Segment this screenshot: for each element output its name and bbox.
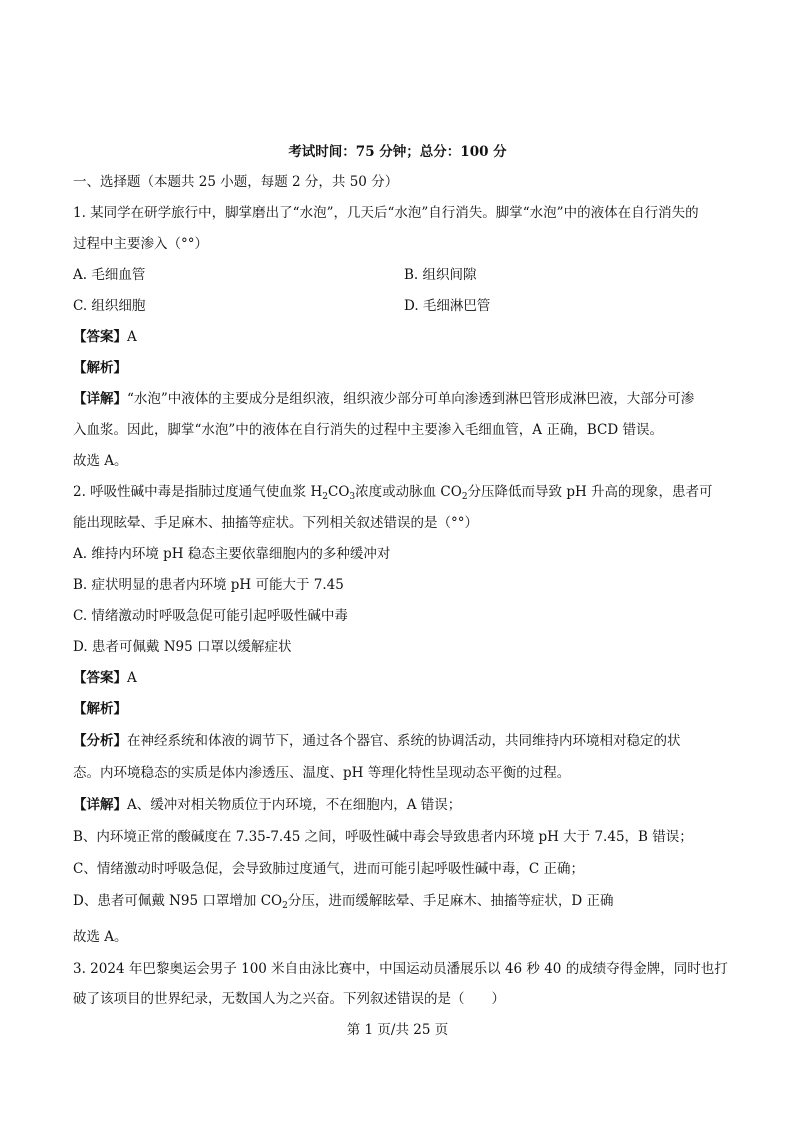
q2-option-b: B. 症状明显的患者内环境 pH 可能大于 7.45	[73, 577, 344, 593]
detail-part: D、患者可佩戴 N95 口罩增加 CO	[73, 893, 283, 909]
subscript: 3	[349, 492, 356, 502]
q2-detail-c: C、情绪激动时呼吸急促，会导致肺过度通气，进而可能引起呼吸性碱中毒，C 正确；	[73, 861, 584, 877]
q1-stem-line1: 1. 某同学在研学旅行中，脚掌磨出了“水泡”，几天后“水泡”自行消失。脚掌“水泡”中的液体在自行消失的	[73, 205, 699, 221]
q1-detail-line2: 入血浆。因此，脚掌“水泡”中的液体在自行消失的过程中主要渗入毛细血管，A 正确，BCD 错误。	[73, 422, 663, 438]
q2-stem-part: 2. 呼吸性碱中毒是指肺过度通气使血浆 H	[73, 484, 323, 500]
q2-fenxi-line2: 态。内环境稳态的实质是体内渗透压、温度、pH 等理化特性呈现动态平衡的过程。	[73, 765, 571, 781]
section-title: 一、选择题（本题共 25 小题，每题 2 分，共 50 分）	[73, 174, 399, 190]
detail-text: A、缓冲对相关物质位于内环境，不在细胞内，A 错误；	[127, 797, 462, 813]
answer-value: A	[127, 329, 137, 345]
subscript: 2	[282, 901, 288, 911]
q1-option-d: D. 毛细淋巴管	[404, 298, 491, 314]
q2-stem-part: 分压降低而导致 pH 升高的现象，患者可	[467, 484, 713, 500]
q2-fenxi-line1	[73, 732, 681, 750]
q2-detail-b: B、内环境正常的酸碱度在 7.35-7.45 之间，呼吸性碱中毒会导致患者内环境 pH 大于 7.45，B 错误；	[73, 829, 693, 845]
q2-stem-part: CO	[327, 484, 350, 500]
q1-option-b: B. 组织间隙	[404, 267, 477, 283]
q1-analysis-tag: 【解析】	[73, 360, 127, 376]
q3-stem-line1: 3. 2024 年巴黎奥运会男子 100 米自由泳比赛中，中国运动员潘展乐以 46 秒 40 的成绩夺得金牌，同时也打	[73, 961, 728, 977]
answer-tag: 【答案】	[73, 670, 127, 686]
subscript: 2	[461, 492, 468, 502]
detail-tag: 【详解】	[73, 391, 127, 407]
q2-option-d: D. 患者可佩戴 N95 口罩以缓解症状	[73, 639, 292, 655]
q2-stem-line1	[73, 483, 713, 506]
q2-detail-d	[73, 892, 613, 915]
q2-conclusion: 故选 A。	[73, 929, 128, 945]
q1-option-c: C. 组织细胞	[73, 298, 146, 314]
fenxi-tag: 【分析】	[73, 733, 127, 749]
q2-option-c: C. 情绪激动时呼吸急促可能引起呼吸性碱中毒	[73, 608, 348, 624]
detail-tag: 【详解】	[73, 797, 127, 813]
q1-stem-line2: 过程中主要渗入（°°）	[73, 236, 208, 252]
detail-part: 分压，进而缓解眩晕、手足麻木、抽搐等症状，D 正确	[287, 893, 614, 909]
answer-value: A	[127, 670, 137, 686]
q1-detail-line1	[73, 390, 694, 408]
q1-answer	[73, 328, 137, 346]
q1-option-a: A. 毛细血管	[73, 267, 146, 283]
subscript: 2	[322, 492, 328, 502]
exam-info: 考试时间：75 分钟；总分：100 分	[288, 144, 507, 160]
page-number: 第 1 页/共 25 页	[346, 1022, 449, 1038]
q2-option-a: A. 维持内环境 pH 稳态主要依靠细胞内的多种缓冲对	[73, 546, 391, 562]
fenxi-text: 在神经系统和体液的调节下，通过各个器官、系统的协调活动，共同维持内环境相对稳定的状	[127, 733, 681, 749]
q2-detail-a	[73, 796, 461, 814]
q2-analysis-tag: 【解析】	[73, 701, 127, 717]
q2-stem-line2: 能出现眩晕、手足麻木、抽搐等症状。下列相关叙述错误的是（°°）	[73, 515, 478, 531]
answer-tag: 【答案】	[73, 329, 127, 345]
q1-conclusion: 故选 A。	[73, 453, 128, 469]
q3-stem-line2: 破了该项目的世界纪录，无数国人为之兴奋。下列叙述错误的是（ ）	[73, 991, 505, 1007]
q2-stem-part: 浓度或动脉血 CO	[355, 484, 462, 500]
q2-answer	[73, 669, 137, 687]
detail-text: “水泡”中液体的主要成分是组织液，组织液少部分可单向渗透到淋巴管形成淋巴液，大部分可渗	[127, 391, 695, 407]
